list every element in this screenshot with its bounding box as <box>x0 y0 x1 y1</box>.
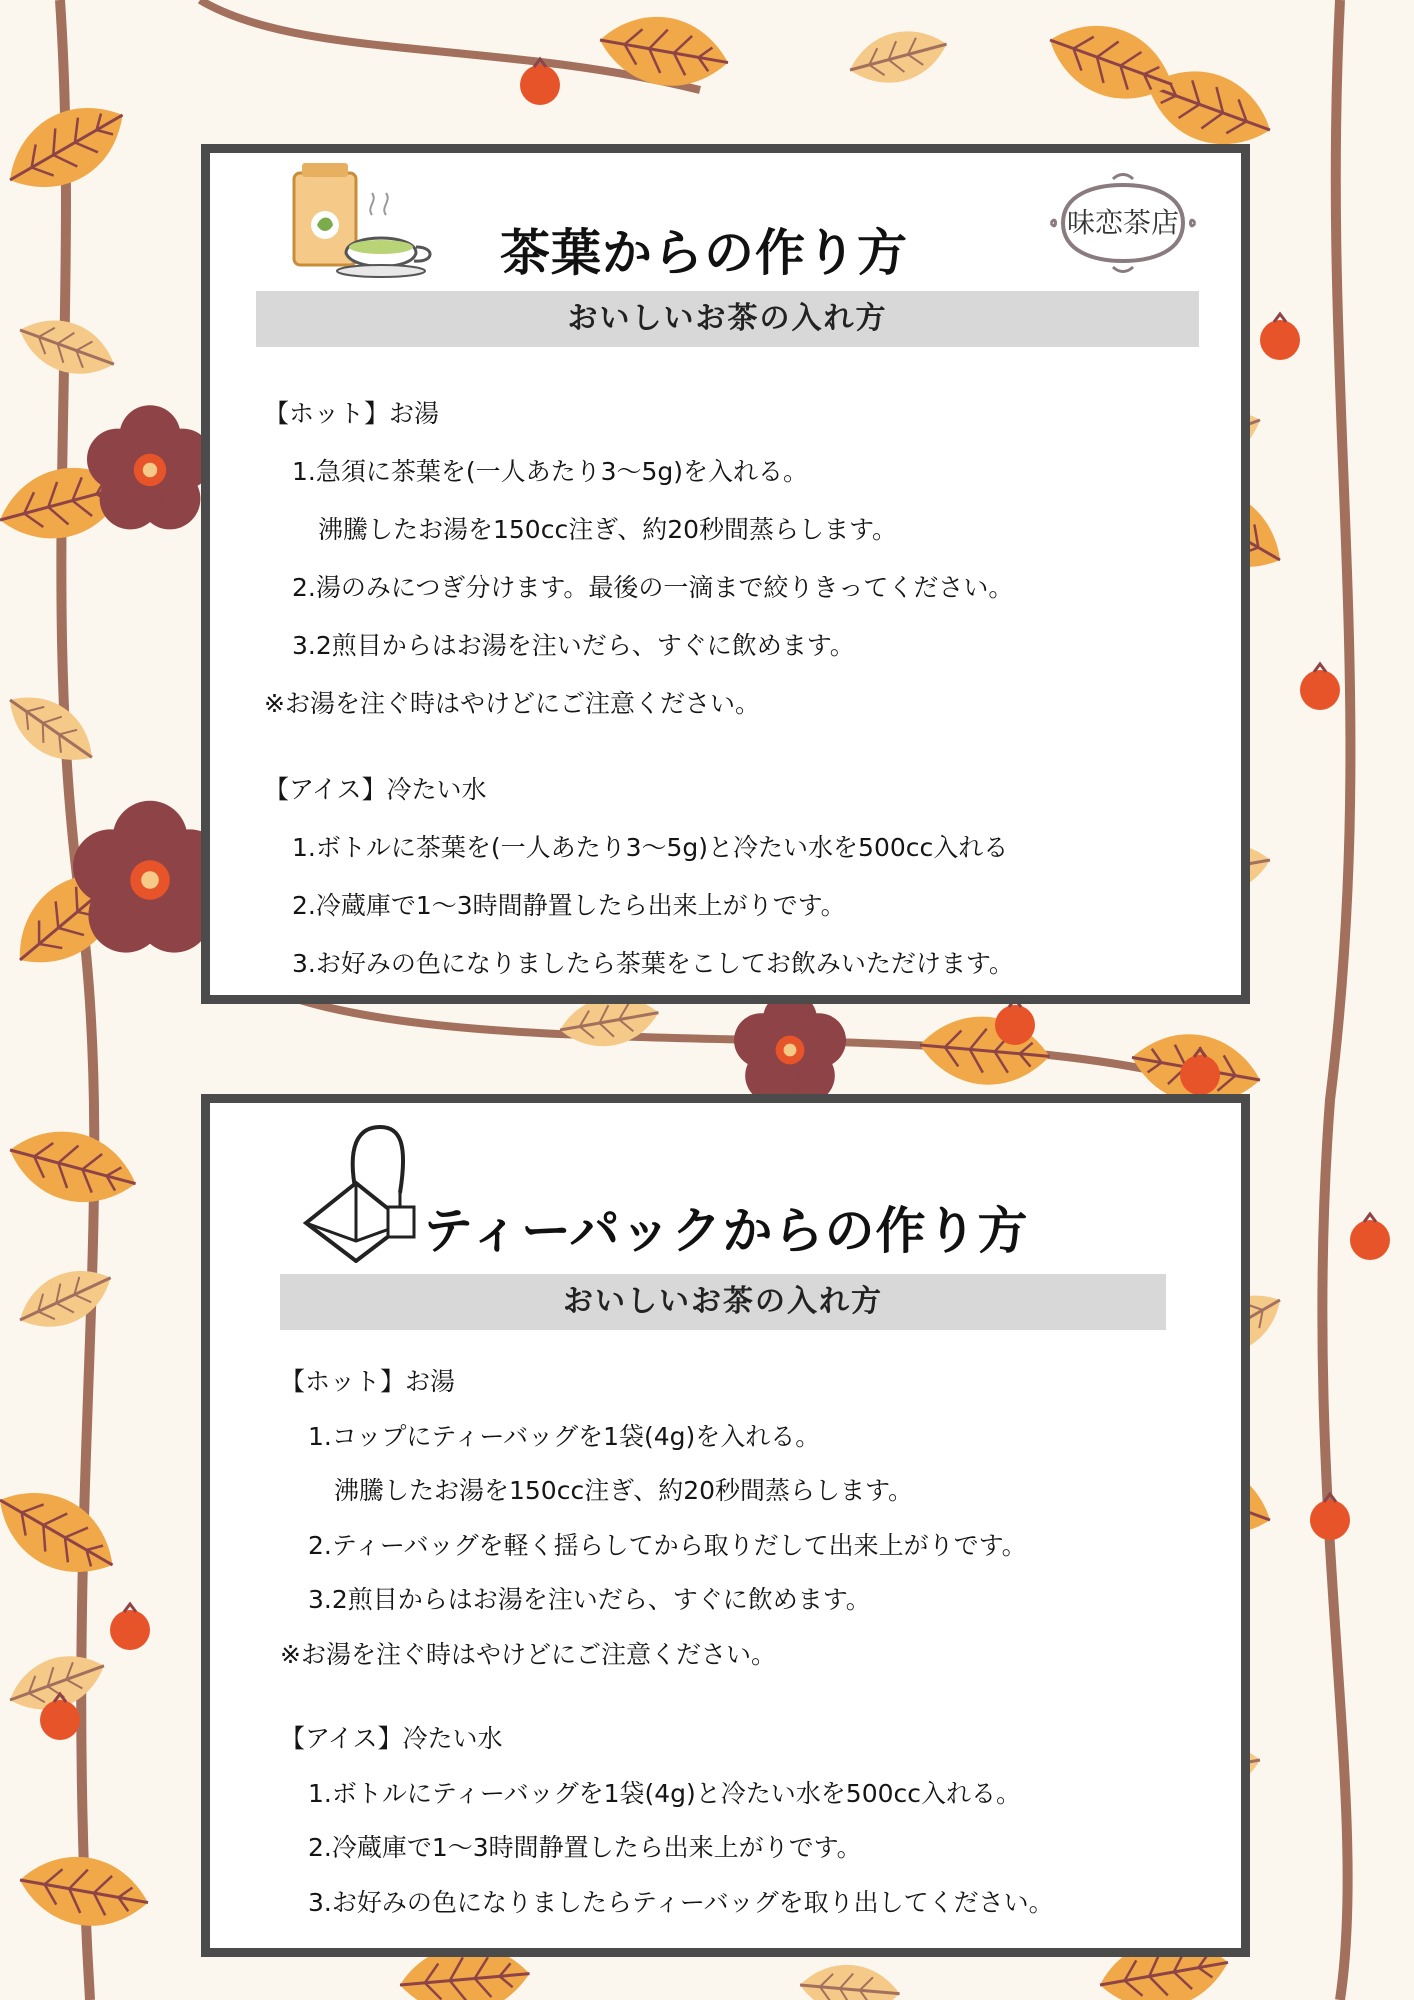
hot-step-1: 1.コップにティーバッグを1袋(4g)を入れる。 <box>308 1421 821 1451</box>
hot-step-2: 2.湯のみにつぎ分けます。最後の一滴まで絞りきってください。 <box>292 573 1014 602</box>
ice-step-1: 1.ボトルに茶葉を(一人あたり3〜5g)と冷たい水を500cc入れる <box>292 833 1009 862</box>
hot-step-3: 3.2煎目からはお湯を注いだら、すぐに飲めます。 <box>292 631 855 660</box>
shop-name: 味恋茶店 <box>1066 206 1179 239</box>
hot-step-1-cont: 沸騰したお湯を150cc注ぎ、約20秒間蒸らします。 <box>318 515 898 544</box>
hot-step-1-cont: 沸騰したお湯を150cc注ぎ、約20秒間蒸らします。 <box>334 1476 914 1505</box>
hot-step-3: 3.2煎目からはお湯を注いだら、すぐに飲めます。 <box>308 1585 871 1614</box>
instructions <box>264 385 1224 993</box>
card-title: ティーパックからの作り方 <box>423 1202 1029 1260</box>
ice-step-2: 2.冷蔵庫で1〜3時間静置したら出来上がりです。 <box>308 1833 862 1862</box>
tea-leaves-instructions-card <box>201 144 1250 1004</box>
subtitle-bar: おいしいお茶の入れ方 <box>280 1274 1166 1330</box>
hot-heading: 【ホット】お湯 <box>264 399 440 428</box>
hot-note: ※お湯を注ぐ時はやけどにご注意ください。 <box>264 689 760 718</box>
hot-step-1: 1.急須に茶葉を(一人あたり3〜5g)を入れる。 <box>292 457 809 486</box>
subtitle-bar: おいしいお茶の入れ方 <box>256 291 1199 347</box>
card-title: 茶葉からの作り方 <box>500 224 908 282</box>
instructions <box>280 1355 1220 1930</box>
ice-heading: 【アイス】冷たい水 <box>280 1724 503 1753</box>
hot-step-2: 2.ティーバッグを軽く揺らしてから取りだして出来上がりです。 <box>308 1530 1027 1560</box>
hot-heading: 【ホット】お湯 <box>280 1367 456 1396</box>
shop-stamp <box>1043 173 1203 273</box>
tea-bag-instructions-card <box>201 1094 1250 1957</box>
tea-package-and-cup-icon <box>286 159 436 279</box>
ice-step-1: 1.ボトルにティーバッグを1袋(4g)と冷たい水を500cc入れる。 <box>308 1778 1021 1808</box>
ice-step-3: 3.お好みの色になりましたら茶葉をこしてお飲みいただけます。 <box>292 949 1014 978</box>
ice-step-2: 2.冷蔵庫で1〜3時間静置したら出来上がりです。 <box>292 891 846 920</box>
tea-bag-icon <box>296 1123 426 1263</box>
ice-heading: 【アイス】冷たい水 <box>264 775 487 804</box>
hot-note: ※お湯を注ぐ時はやけどにご注意ください。 <box>280 1639 776 1669</box>
ice-step-3: 3.お好みの色になりましたらティーバッグを取り出してください。 <box>308 1887 1054 1917</box>
